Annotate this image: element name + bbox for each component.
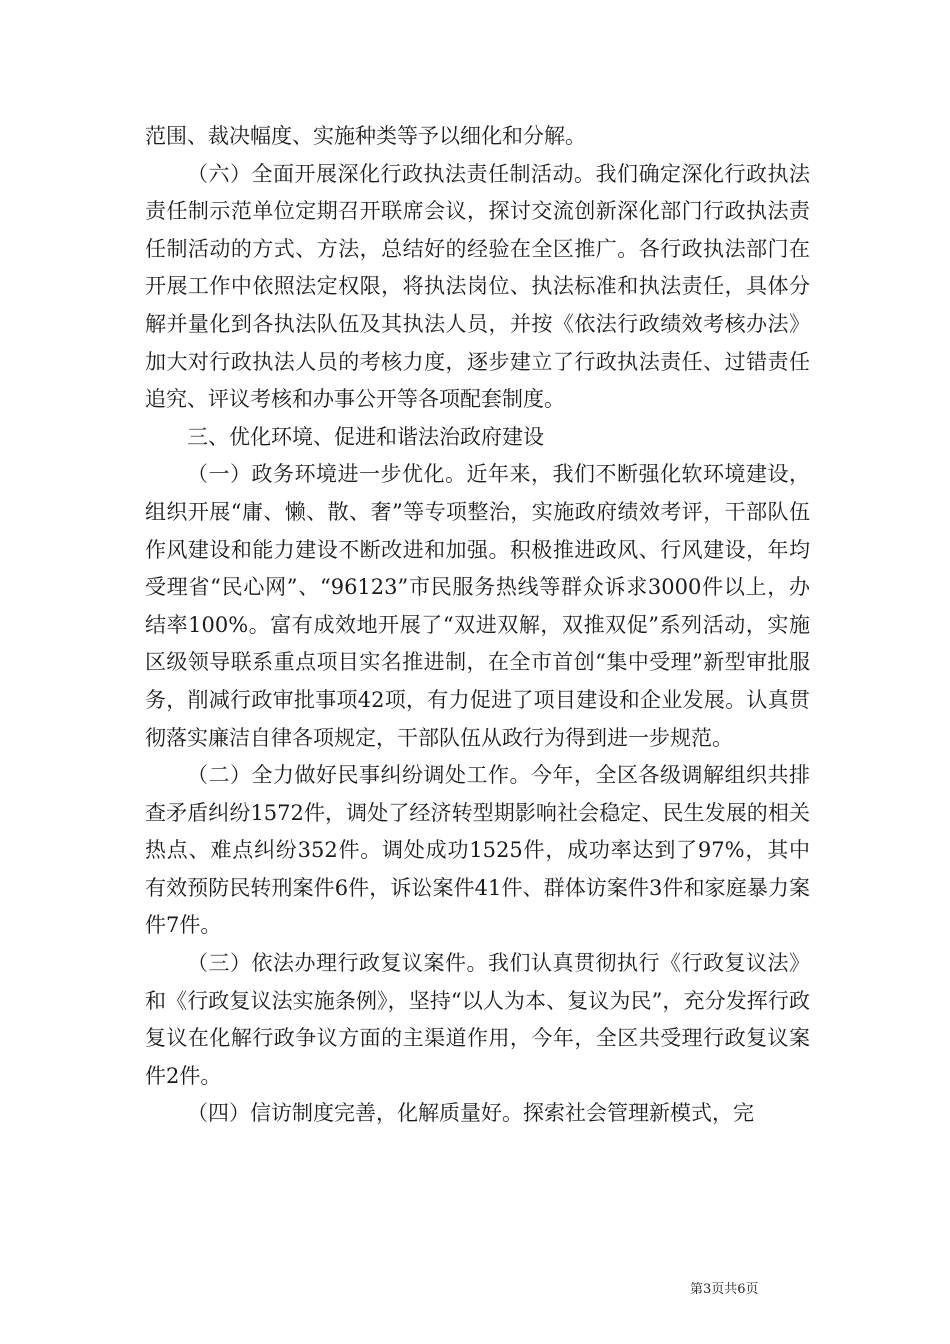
- page-number-footer: 第3页共6页: [690, 1282, 759, 1297]
- paragraph-item-3: （三）依法办理行政复议案件。我们认真贯彻执行《行政复议法》和《行政复议法实施条例》，坚持“以人为本、复议为民”，充分发挥行政复议在化解行政争议方面的主渠道作用，今年，全区共受理行政复议案件2件。: [145, 951, 810, 1088]
- section-heading-3: 三、优化环境、促进和谐法治政府建设: [187, 424, 544, 449]
- paragraph-item-4: （四）信访制度完善，化解质量好。探索社会管理新模式，完: [187, 1101, 754, 1126]
- paragraph-section-6: （六）全面开展深化行政执法责任制活动。我们确定深化行政执法责任制示范单位定期召开联席会议，探讨交流创新深化部门行政执法责任制活动的方式、方法，总结好的经验在全区推广。各行政执法部门在开展工作中依照法定权限，将执法岗位、执法标准和执法责任，具体分解并量化到各执法队伍及其执法人员，并按《依法行政绩效考核办法》加大对行政执法人员的考核力度，逐步建立了行政执法责任、过错责任追究、评议考核和办事公开等各项配套制度。: [145, 161, 810, 412]
- paragraph-item-1: （一）政务环境进一步优化。近年来，我们不断强化软环境建设，组织开展“庸、懒、散、奢”等专项整治，实施政府绩效考评，干部队伍作风建设和能力建设不断改进和加强。积极推进政风、行风建设，年均受理省“民心网”、“96123”市民服务热线等群众诉求3000件以上，办结率100%。富有成效地开展了“双进双解，双推双促”系列活动，实施区级领导联系重点项目实名推进制，在全市首创“集中受理”新型审批服务，削减行政审批事项42项，有力促进了项目建设和企业发展。认真贯彻落实廉洁自律各项规定，干部队伍从政行为得到进一步规范。: [145, 462, 810, 750]
- paragraph-item-2: （二）全力做好民事纠纷调处工作。今年，全区各级调解组织共排查矛盾纠纷1572件，调处了经济转型期影响社会稳定、民生发展的相关热点、难点纠纷352件。调处成功1525件，成功率达到了97%，其中有效预防民转刑案件6件，诉讼案件41件、群体访案件3件和家庭暴力案件7件。: [145, 763, 810, 938]
- paragraph-continuation: 范围、裁决幅度、实施种类等予以细化和分解。: [145, 124, 586, 148]
- document-body: [145, 118, 810, 1133]
